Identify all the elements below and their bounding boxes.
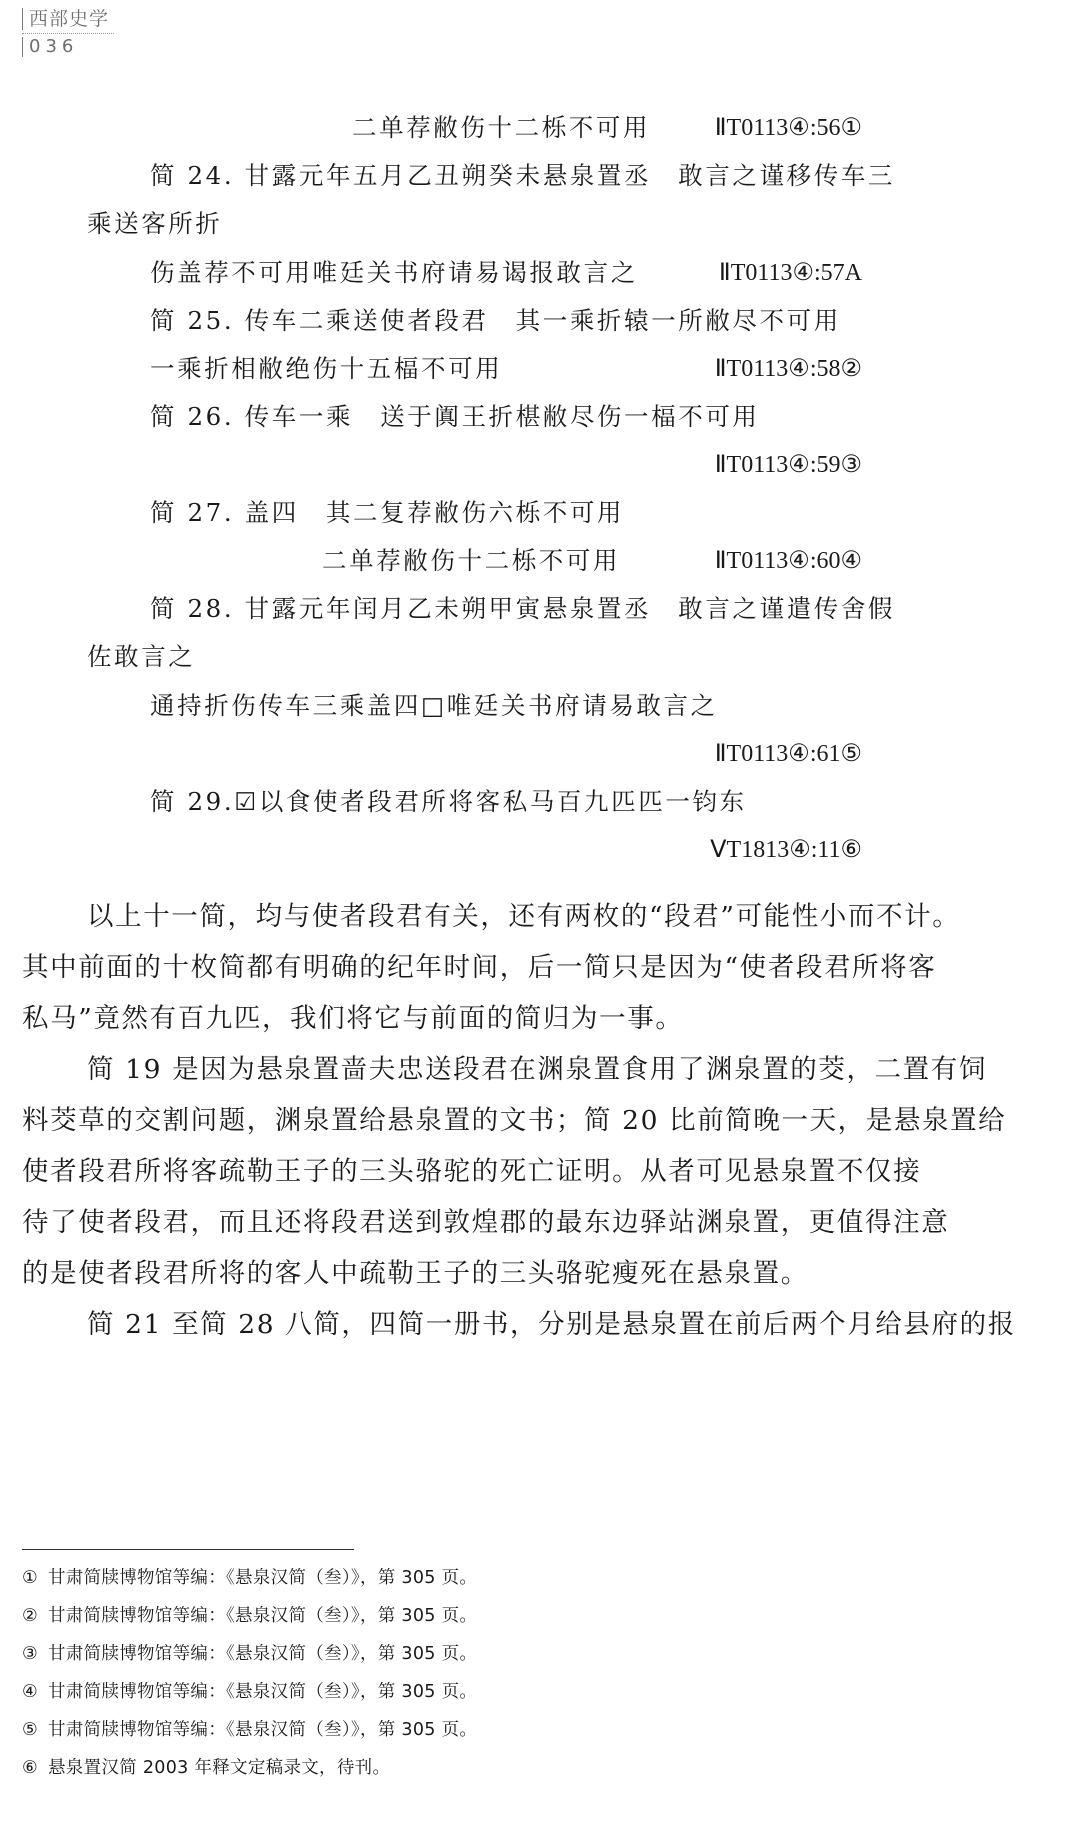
slip-reference: ⅡT0113④:61⑤ <box>714 741 862 767</box>
slip-line: 简 29.☑以食使者段君所将客私马百九匹匹一钧东 <box>150 787 747 816</box>
body-line: 其中前面的十枚简都有明确的纪年时间，后一简只是因为“使者段君所将客 <box>22 952 937 983</box>
slip-line: 通持折伤传车三乘盖四□唯廷关书府请易敢言之 <box>150 691 718 720</box>
footnote-marker: ③ <box>22 1644 38 1664</box>
footnote-text: 悬泉置汉简 2003 年释文定稿录文，待刊。 <box>48 1758 391 1778</box>
body-line: 简 21 至简 28 八简，四简一册书，分别是悬泉置在前后两个月给县府的报 <box>87 1309 1016 1340</box>
slip-line: 简 25. 传车二乘送使者段君 其一乘折辕一所敝尽不可用 <box>150 306 841 335</box>
footnote <box>22 1756 390 1780</box>
footnote <box>22 1718 477 1742</box>
slip-reference: ⅡT0113④:57A <box>718 260 862 286</box>
footnote <box>22 1604 477 1628</box>
body-line: 待了使者段君，而且还将段君送到敦煌郡的最东边驿站渊泉置，更值得注意 <box>22 1207 950 1238</box>
slip-line: 乘送客所折 <box>87 209 223 238</box>
footnote-text: 甘肃简牍博物馆等编：《悬泉汉简（叁）》，第 305 页。 <box>48 1644 478 1664</box>
slip-reference: ⅡT0113④:56① <box>714 115 862 141</box>
slip-reference: ⅡT0113④:60④ <box>714 548 862 574</box>
slip-line: 二单荐敝伤十二栎不可用 <box>352 113 651 142</box>
body-line: 私马”竟然有百九匹，我们将它与前面的简归为一事。 <box>22 1003 684 1034</box>
slip-line: 一乘折相敝绝伤十五楅不可用 <box>150 354 503 383</box>
footnote-text: 甘肃简牍博物馆等编：《悬泉汉简（叁）》，第 305 页。 <box>48 1720 478 1740</box>
footnote-marker: ④ <box>22 1682 38 1702</box>
slip-line: 二单荐敝伤十二栎不可用 <box>322 546 621 575</box>
body-line: 的是使者段君所将的客人中疏勒王子的三头骆驼瘦死在悬泉置。 <box>22 1258 809 1289</box>
footnote-text: 甘肃简牍博物馆等编：《悬泉汉简（叁）》，第 305 页。 <box>48 1606 478 1626</box>
slip-reference: ⅤT1813④:11⑥ <box>710 837 862 863</box>
footnote <box>22 1566 477 1590</box>
body-line: 使者段君所将客疏勒王子的三头骆驼的死亡证明。从者可见悬泉置不仅接 <box>22 1156 922 1187</box>
slip-reference: ⅡT0113④:58② <box>714 356 862 382</box>
slip-line: 简 27. 盖四 其二复荐敝伤六栎不可用 <box>150 498 625 527</box>
footnote-marker: ⑤ <box>22 1720 38 1740</box>
page-number: 036 <box>22 37 114 57</box>
body-line: 简 19 是因为悬泉置啬夫忠送段君在渊泉置食用了渊泉置的茭，二置有饲 <box>87 1054 987 1085</box>
journal-title: 西部史学 <box>22 8 114 30</box>
footnote-text: 甘肃简牍博物馆等编：《悬泉汉简（叁）》，第 305 页。 <box>48 1682 478 1702</box>
slip-reference: ⅡT0113④:59③ <box>714 452 862 478</box>
slip-line: 伤盖荐不可用唯廷关书府请易谒报敢言之 <box>150 258 638 287</box>
footnote <box>22 1680 477 1704</box>
footnote-marker: ① <box>22 1568 38 1588</box>
header-dotted-rule <box>22 33 114 34</box>
body-line: 以上十一简，均与使者段君有关，还有两枚的“段君”可能性小而不计。 <box>87 901 961 932</box>
running-header <box>22 8 114 57</box>
footnote-marker: ② <box>22 1606 38 1626</box>
slip-line: 简 28. 甘露元年闰月乙未朔甲寅悬泉置丞 敢言之谨遣传舍假 <box>150 594 896 623</box>
slip-line: 佐敢言之 <box>87 642 196 671</box>
footnote-text: 甘肃简牍博物馆等编：《悬泉汉简（叁）》，第 305 页。 <box>48 1568 478 1588</box>
body-line: 料茭草的交割问题，渊泉置给悬泉置的文书；简 20 比前简晚一天，是悬泉置给 <box>22 1105 1007 1136</box>
slip-line: 简 26. 传车一乘 送于阗王折椹敝尽伤一楅不可用 <box>150 402 760 431</box>
footnote-rule <box>22 1549 354 1550</box>
footnote <box>22 1642 477 1666</box>
footnote-marker: ⑥ <box>22 1758 38 1778</box>
slip-line: 简 24. 甘露元年五月乙丑朔癸未悬泉置丞 敢言之谨移传车三 <box>150 161 896 190</box>
